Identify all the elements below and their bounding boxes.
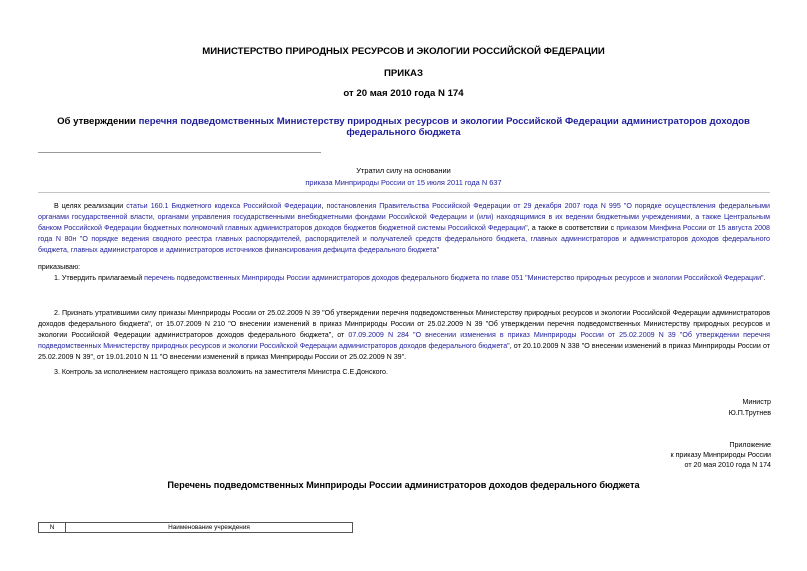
appendix-label: Приложение [729, 441, 771, 449]
signature-position: Министр [742, 398, 771, 406]
preamble-text-2: , [321, 202, 327, 210]
ministry-name: МИНИСТЕРСТВО ПРИРОДНЫХ РЕСУРСОВ И ЭКОЛОГИИ РОССИЙСКОЙ ФЕДЕРАЦИИ [202, 46, 605, 57]
appendix-line-3: от 20 мая 2010 года N 174 [684, 461, 771, 469]
document-type: ПРИКАЗ [384, 68, 423, 79]
orders-word: приказываю: [38, 263, 81, 271]
list-link[interactable]: перечень подведомственных Минприроды России администраторов доходов федерального бюджета по главе 051 "Министерство природных ресурсов и экологии Российской Федерации" [144, 274, 764, 282]
signature-block [729, 397, 771, 419]
repealing-order-link[interactable]: приказа Минприроды России от 15 июля 2011 года N 637 [305, 178, 502, 187]
title-prefix: Об утверждении [57, 116, 139, 127]
preamble-text-3: , а также в соответствии с [527, 224, 617, 232]
item-1-paragraph [38, 273, 770, 284]
order-284-link[interactable]: 07.09.2009 N 284 "О внесении изменения в приказ Минприроды России от 25.02.2009 N 39 "Об утверждении перечня подведомственных Министерству природных ресурсов и экологии Российской Федерации администраторов доходов федерального бюджета" [38, 331, 770, 350]
appendix-block [670, 440, 771, 470]
organizations-table [38, 522, 353, 533]
column-header-name: Наименование учреждения [66, 523, 353, 533]
title-link[interactable]: перечня подведомственных Министерству природных ресурсов и экологии Российской Федерации администраторов доходов федерального бюджета [138, 116, 750, 138]
item-3-paragraph: 3. Контроль за исполнением настоящего приказа возложить на заместителя Министра С.Е.Донского. [54, 368, 388, 376]
list-title: Перечень подведомственных Минприроды России администраторов доходов федерального бюджета [167, 480, 640, 490]
item-2-text-1: 2. Признать утратившими силу приказы Минприроды России от 25.02.2009 N 39 "Об утверждении перечня подведомственных Министерству природных ресурсов и экологии Российской Федерации администраторов доходов федерального бюджета", от 15.07.2009 N 210 "О внесении изменений в приказ Минприроды России от 25.02.2009 N 39 "Об утверждении перечня подведомственных Министерству природных ресурсов и экологии Российской Федерации администраторов доходов федерального бюджета", от [38, 309, 770, 339]
item-1-text: 1. Утвердить прилагаемый [54, 274, 145, 282]
item-2-text-2: , от 20.10.2009 N 338 "О внесении изменений в приказ Минприроды России от 25.02.2009 N 39", от 19.01.2010 N 11 "О внесении изменений в приказ Минприроды России от 25.02.2009 N 39". [38, 342, 770, 361]
divider-short [38, 152, 321, 153]
item-1-end: . [763, 274, 766, 282]
signature-name: Ю.П.Трутнев [728, 409, 771, 417]
appendix-line-2: к приказу Минприроды России [670, 451, 771, 459]
status-link-line [0, 178, 807, 187]
document-date-number: от 20 мая 2010 года N 174 [343, 88, 464, 99]
document-title [40, 116, 767, 138]
preamble-text-1: В целях реализации [54, 202, 127, 210]
item-2-paragraph [38, 308, 770, 363]
status-note: Утратил силу на основании [356, 166, 451, 175]
budget-code-link[interactable]: статьи 160.1 Бюджетного кодекса Российской Федерации [126, 202, 322, 210]
divider-long [38, 192, 770, 193]
preamble-paragraph [38, 201, 770, 256]
minfin-order-link[interactable]: приказом Минфина России от 15 августа 2008 года N 80н "О порядке ведения сводного реестра главных распорядителей, распорядителей и получателей средств федерального бюджета, главных администраторов и администраторов доходов федерального бюджета, главных администраторов и администраторов источников финансирования дефицита федерального бюджета" [38, 224, 771, 254]
table-header-row [39, 523, 353, 533]
column-header-number: N [39, 523, 66, 533]
government-decree-link[interactable]: постановления Правительства Российской Федерации от 29 декабря 2007 года N 995 "О порядке осуществления федеральными органами государственной власти, органами управления государственными внебюджетными фондами Российской Федерации и (или) находящимися в их ведении бюджетными учреждениями, а также Центральным банком Российской Федерации бюджетных полномочий главных администраторов доходов бюджетов бюджетной системы Российской Федерации" [38, 202, 770, 232]
